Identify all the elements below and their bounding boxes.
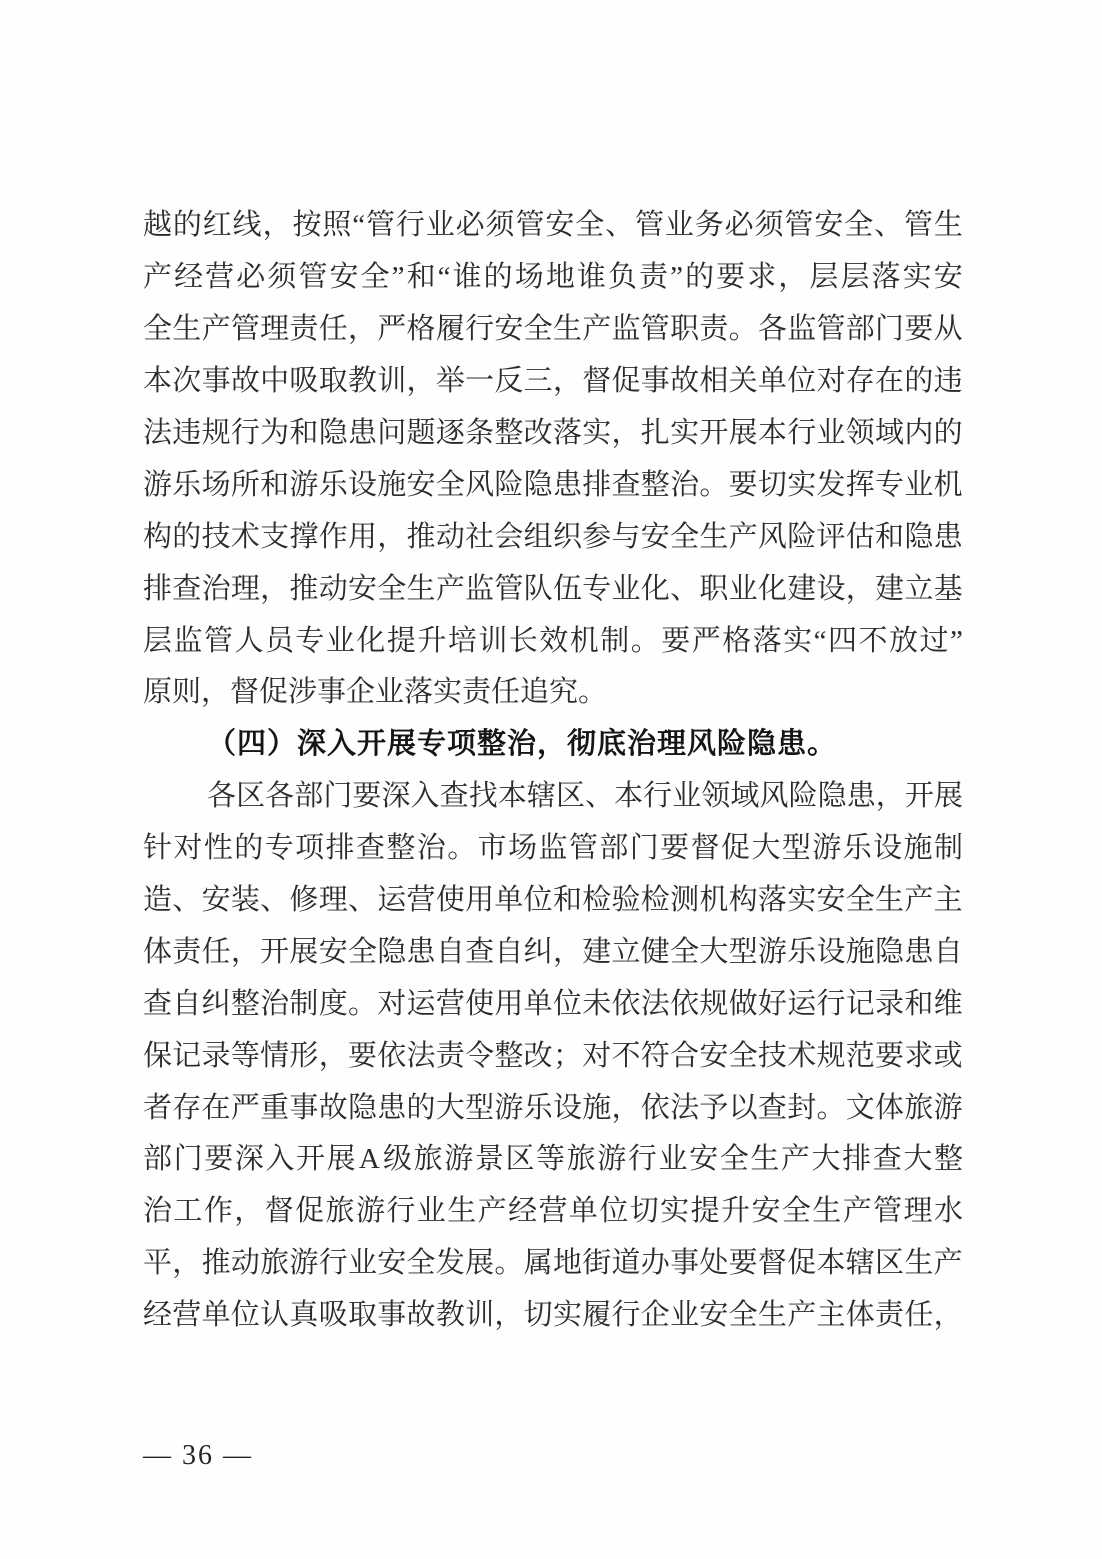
text-line: 层 监 管 人 员 专 业 化 提 升 培 训 长 效 机 制 。 要 严 格 落 实 “ 四 不 放 过 ”: [143, 624, 963, 657]
text-line: 全 生 产 管 理 责 任 ， 严 格 履 行 安 全 生 产 监 管 职 责 。 各 监 管 部 门 要 从: [143, 313, 963, 346]
text-line: 体 责 任 ， 开 展 安 全 隐 患 自 查 自 纠 ， 建 立 健 全 大 型 游 乐 设 施 隐 患 自: [143, 935, 963, 968]
text-line: 治 工 作 ， 督 促 旅 游 行 业 生 产 经 营 单 位 切 实 提 升 安 全 生 产 管 理 水: [143, 1195, 963, 1228]
text-line: 造 、 安 装 、 修 理 、 运 营 使 用 单 位 和 检 验 检 测 机 构 落 实 安 全 生 产 主: [143, 884, 963, 917]
body-text-block: [143, 200, 963, 1342]
text-line: 平 ， 推 动 旅 游 行 业 安 全 发 展 。 属 地 街 道 办 事 处 要 督 促 本 辖 区 生 产: [143, 1247, 963, 1280]
text-line: 各 区 各 部 门 要 深 入 查 找 本 辖 区 、 本 行 业 领 域 风 险 隐 患 ， 开 展: [207, 780, 963, 813]
text-line: 者 存 在 严 重 事 故 隐 患 的 大 型 游 乐 设 施 ， 依 法 予 以 查 封 。 文 体 旅 游: [143, 1091, 963, 1124]
page-number: — 36 —: [143, 1440, 253, 1471]
text-line: 构 的 技 术 支 撑 作 用 ， 推 动 社 会 组 织 参 与 安 全 生 产 风 险 评 估 和 隐 患: [143, 520, 963, 553]
text-line: 排 查 治 理 ， 推 动 安 全 生 产 监 管 队 伍 专 业 化 、 职 业 化 建 设 ， 建 立 基: [143, 572, 963, 605]
text-line: 经 营 单 位 认 真 吸 取 事 故 教 训 ， 切 实 履 行 企 业 安 全 生 产 主 体 责 任 ，: [143, 1299, 963, 1332]
text-line: 越 的 红 线 ， 按 照 “ 管 行 业 必 须 管 安 全 、 管 业 务 必 须 管 安 全 、 管 生: [143, 209, 963, 242]
text-line: 产 经 营 必 须 管 安 全 ” 和 “ 谁 的 场 地 谁 负 责 ” 的 要 求 ， 层 层 落 实 安: [143, 261, 963, 294]
text-line: 原则，督促涉事企业落实责任追究。: [143, 676, 608, 709]
text-line: 部 门 要 深 入 开 展 A 级 旅 游 景 区 等 旅 游 行 业 安 全 生 产 大 排 查 大 整: [143, 1143, 963, 1176]
text-line: 查 自 纠 整 治 制 度 。 对 运 营 使 用 单 位 未 依 法 依 规 做 好 运 行 记 录 和 维: [143, 987, 963, 1020]
text-line: 针 对 性 的 专 项 排 查 整 治 。 市 场 监 管 部 门 要 督 促 大 型 游 乐 设 施 制: [143, 832, 963, 865]
text-line: 法 违 规 行 为 和 隐 患 问 题 逐 条 整 改 落 实 ， 扎 实 开 展 本 行 业 领 域 内 的: [143, 417, 963, 449]
section-heading: （四）深入开展专项整治，彻底治理风险隐患。: [207, 727, 838, 760]
text-line: 保 记 录 等 情 形 ， 要 依 法 责 令 整 改 ； 对 不 符 合 安 全 技 术 规 范 要 求 或: [143, 1039, 963, 1072]
text-line: 本 次 事 故 中 吸 取 教 训 ， 举 一 反 三 ， 督 促 事 故 相 关 单 位 对 存 在 的 违: [143, 365, 963, 398]
text-line: 游 乐 场 所 和 游 乐 设 施 安 全 风 险 隐 患 排 查 整 治 。 要 切 实 发 挥 专 业 机: [143, 468, 963, 501]
